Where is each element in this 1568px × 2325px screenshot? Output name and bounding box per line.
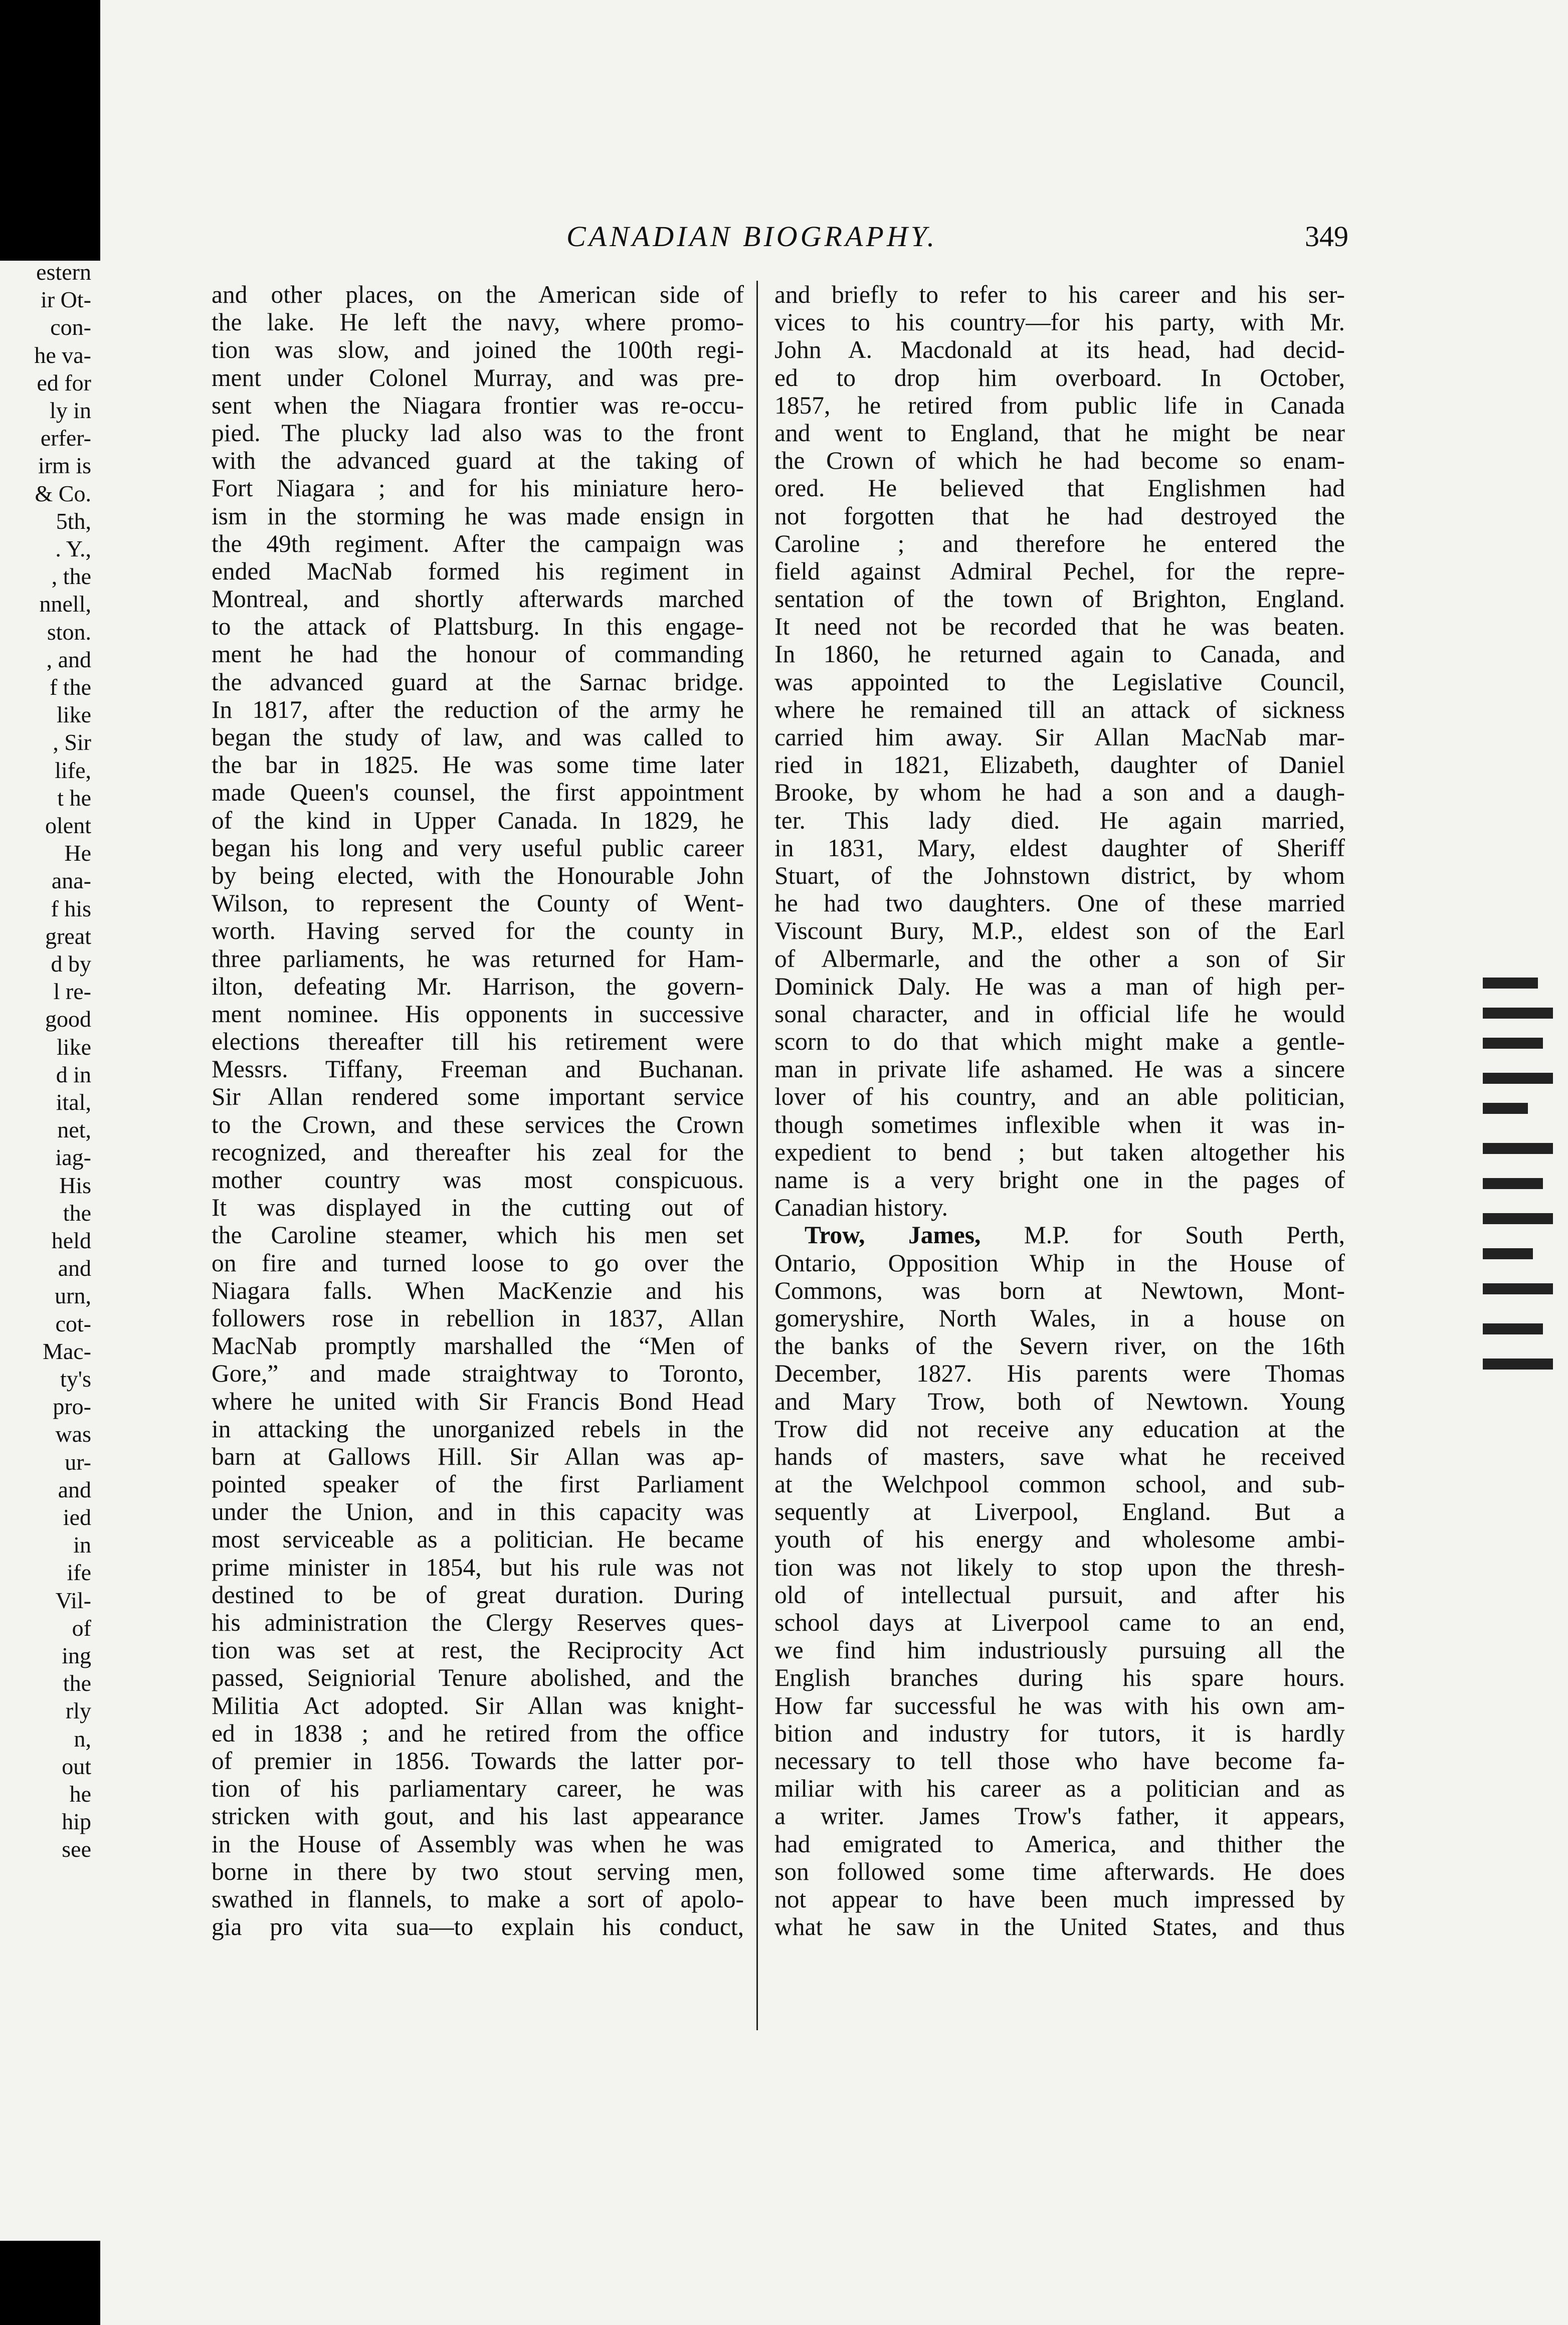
text-line: sent when the Niagara frontier was re-occu- [212, 391, 744, 419]
text-line: Wilson, to represent the County of Went- [212, 889, 744, 917]
text-line: gia pro vita sua—to explain his conduct, [212, 1913, 744, 1941]
text-line: three parliaments, he was returned for Ham- [212, 944, 744, 973]
text-line: of Albermarle, and the other a son of Sir [774, 944, 1345, 973]
text-line: Trow did not receive any education at the [774, 1415, 1345, 1443]
facing-page-fragment: and [58, 1476, 91, 1502]
facing-page-fragment: Mac- [42, 1338, 91, 1364]
left-text-column [212, 281, 744, 1941]
facing-page-fragment: f his [51, 895, 91, 921]
facing-page-fragment: 5th, [56, 508, 91, 534]
facing-page-fragment: he [69, 1781, 91, 1807]
text-line: Dominick Daly. He was a man of high per- [774, 972, 1345, 1000]
text-line: English branches during his spare hours. [774, 1664, 1345, 1692]
entry-heading-line [774, 1221, 1345, 1249]
text-line: not forgotten that he had destroyed the [774, 502, 1345, 530]
text-line: at the Welchpool common school, and sub- [774, 1470, 1345, 1498]
text-line: the 49th regiment. After the campaign was [212, 529, 744, 557]
facing-page-fragment: erfer- [40, 425, 91, 451]
facing-page-fragment: ty's [60, 1366, 91, 1392]
facing-page-fragment: he va- [34, 342, 91, 368]
text-line: Canadian history. [774, 1194, 948, 1222]
facing-page-fragment: ly in [49, 398, 91, 423]
facing-page-fragment: & Co. [35, 480, 91, 506]
facing-page-fragment: , Sir [53, 729, 91, 755]
facing-page-fragment: in [73, 1532, 91, 1558]
text-line: sentation of the town of Brighton, England. [774, 585, 1345, 613]
facing-page-fragment: nnell, [39, 591, 91, 617]
text-line: Militia Act adopted. Sir Allan was knight- [212, 1691, 744, 1719]
entry-name: Trow, James, [805, 1221, 981, 1249]
text-line: we find him industriously pursuing all the [774, 1636, 1345, 1664]
facing-page-fragment: like [57, 702, 91, 728]
facing-page-fragment: ed for [37, 369, 91, 396]
text-line: elections thereafter till his retirement were [212, 1028, 744, 1056]
facing-page-fragment: , and [46, 646, 91, 672]
facing-page-fragment: l re- [53, 979, 91, 1005]
text-line: December, 1827. His parents were Thomas [774, 1360, 1345, 1388]
text-line: John A. Macdonald at its head, had decid- [774, 336, 1345, 364]
text-line: school days at Liverpool came to an end, [774, 1609, 1345, 1636]
facing-page-fragment: ied [63, 1504, 91, 1530]
text-line: sonal character, and in official life he would [774, 1000, 1345, 1028]
facing-page-fragment: out [62, 1753, 91, 1779]
text-line: mother country was most conspicuous. [212, 1166, 744, 1194]
facing-page-fragment: hip [62, 1809, 91, 1835]
text-line: Messrs. Tiffany, Freeman and Buchanan. [212, 1055, 744, 1083]
text-line: and went to England, that he might be near [774, 419, 1345, 447]
text-line: the Caroline steamer, which his men set [212, 1221, 744, 1249]
facing-page-fragment: . Y., [55, 536, 91, 561]
text-line: the Crown of which he had become so enam- [774, 447, 1345, 475]
library-stamp [1483, 978, 1553, 1389]
text-line: tion was slow, and joined the 100th regi- [212, 336, 744, 364]
text-line: in 1831, Mary, eldest daughter of Sheriff [774, 834, 1345, 862]
text-line: ism in the storming he was made ensign in [212, 502, 744, 530]
text-line: he had two daughters. One of these married [774, 889, 1345, 917]
text-line: recognized, and thereafter his zeal for the [212, 1138, 744, 1166]
facing-page-fragment: ana- [51, 868, 91, 894]
text-line: ilton, defeating Mr. Harrison, the govern- [212, 972, 744, 1000]
text-line: of the kind in Upper Canada. In 1829, he [212, 806, 744, 834]
facing-page-fragment: the [63, 1670, 91, 1696]
facing-page-fragment: life, [55, 757, 91, 783]
right-text-column [774, 281, 1345, 1941]
text-line: the bar in 1825. He was some time later [212, 751, 744, 779]
facing-page-edge [0, 261, 100, 2241]
text-line: tion was set at rest, the Reciprocity Act [212, 1636, 744, 1664]
running-title: CANADIAN BIOGRAPHY. [566, 220, 938, 253]
text-line: ment nominee. His opponents in successive [212, 1000, 744, 1028]
text-line: ter. This lady died. He again married, [774, 806, 1345, 834]
text-line: borne in there by two stout serving men, [212, 1857, 744, 1885]
text-line: son followed some time afterwards. He does [774, 1857, 1345, 1885]
text-line: and other places, on the American side of [212, 281, 744, 308]
facing-page-fragment: olent [45, 813, 91, 838]
facing-page-fragment: urn, [55, 1283, 91, 1309]
text-line: the banks of the Severn river, on the 16th [774, 1332, 1345, 1360]
text-line: sequently at Liverpool, England. But a [774, 1498, 1345, 1526]
facing-page-fragment: ing [62, 1643, 91, 1668]
facing-page-fragment: He [64, 840, 91, 866]
text-line: carried him away. Sir Allan MacNab mar- [774, 723, 1345, 751]
facing-page-fragment: estern [36, 259, 91, 285]
facing-page-fragment: great [45, 923, 91, 949]
text-line: in attacking the unorganized rebels in the [212, 1415, 744, 1443]
text-line: ended MacNab formed his regiment in [212, 557, 744, 585]
text-line: tion was not likely to stop upon the thresh- [774, 1553, 1345, 1581]
text-line: Fort Niagara ; and for his miniature hero- [212, 474, 744, 502]
text-line: pointed speaker of the first Parliament [212, 1470, 744, 1498]
facing-page-fragment: see [62, 1836, 91, 1862]
text-line: most serviceable as a politician. He became [212, 1525, 744, 1554]
text-line: expedient to bend ; but taken altogether his [774, 1138, 1345, 1166]
facing-page-fragment: held [51, 1228, 91, 1253]
text-line: with the advanced guard at the taking of [212, 447, 744, 475]
book-page [100, 0, 1534, 2325]
text-line: swathed in flannels, to make a sort of apolo- [212, 1885, 744, 1913]
text-line: to the Crown, and these services the Crown [212, 1110, 744, 1138]
page-number: 349 [1305, 220, 1348, 253]
facing-page-fragment: f the [49, 674, 91, 700]
text-line: destined to be of great duration. During [212, 1581, 744, 1609]
text-line: Viscount Bury, M.P., eldest son of the Earl [774, 917, 1345, 945]
text-line: ed to drop him overboard. In October, [774, 363, 1345, 392]
text-line: vices to his country—for his party, with Mr. [774, 308, 1345, 336]
facing-page-fragment: d in [56, 1061, 91, 1087]
facing-page-fragment: t he [57, 785, 91, 811]
text-line: man in private life ashamed. He was a sincere [774, 1055, 1345, 1083]
text-line: pied. The plucky lad also was to the front [212, 419, 744, 447]
text-line: of premier in 1856. Towards the latter por- [212, 1747, 744, 1775]
text-line: and Mary Trow, both of Newtown. Young [774, 1387, 1345, 1415]
text-line: Ontario, Opposition Whip in the House of [774, 1249, 1345, 1277]
text-line: miliar with his career as a politician and as [774, 1775, 1345, 1803]
text-line: Sir Allan rendered some important service [212, 1083, 744, 1111]
text-line: where he remained till an attack of sickness [774, 695, 1345, 723]
text-line: tion of his parliamentary career, he was [212, 1775, 744, 1803]
facing-page-fragment: the [63, 1200, 91, 1226]
text-line: Gore,” and made straightway to Toronto, [212, 1360, 744, 1388]
text-line: How far successful he was with his own am- [774, 1691, 1345, 1719]
text-line: field against Admiral Pechel, for the repre- [774, 557, 1345, 585]
facing-page-fragment: of [72, 1615, 91, 1641]
facing-page-fragment: and [58, 1255, 91, 1281]
text-line: In 1817, after the reduction of the army he [212, 695, 744, 723]
facing-page-fragment: ston. [47, 619, 91, 645]
text-line: necessary to tell those who have become fa- [774, 1747, 1345, 1775]
facing-page-fragment: His [59, 1172, 91, 1198]
text-line: worth. Having served for the county in [212, 917, 744, 945]
text-line: 1857, he retired from public life in Canada [774, 391, 1345, 419]
facing-page-fragment: d by [51, 951, 91, 977]
text-line: and briefly to refer to his career and his ser- [774, 281, 1345, 308]
facing-page-fragment: irm is [38, 453, 91, 479]
text-line: MacNab promptly marshalled the “Men of [212, 1332, 744, 1360]
text-line: his administration the Clergy Reserves ques- [212, 1609, 744, 1636]
text-line: name is a very bright one in the pages of [774, 1166, 1345, 1194]
text-line: the lake. He left the navy, where promo- [212, 308, 744, 336]
facing-page-fragment: n, [74, 1725, 91, 1752]
facing-page-fragment: good [45, 1006, 91, 1032]
text-line: on fire and turned loose to go over the [212, 1249, 744, 1277]
entry-heading-rest: M.P. for South Perth, [981, 1221, 1345, 1249]
text-line: to the attack of Plattsburg. In this engage- [212, 613, 744, 641]
text-line: youth of his energy and wholesome ambi- [774, 1525, 1345, 1554]
facing-page-fragment: net, [57, 1117, 91, 1143]
facing-page-fragment: pro- [53, 1394, 91, 1420]
text-line: Brooke, by whom he had a son and a daugh- [774, 779, 1345, 807]
text-line: Caroline ; and therefore he entered the [774, 529, 1345, 557]
facing-page-fragment: ur- [65, 1449, 91, 1475]
text-line: old of intellectual pursuit, and after his [774, 1581, 1345, 1609]
text-line: the advanced guard at the Sarnac bridge. [212, 668, 744, 696]
text-line: ored. He believed that Englishmen had [774, 474, 1345, 502]
page-header [566, 220, 1348, 260]
scan-right-edge [1458, 0, 1568, 2325]
facing-page-fragment: ife [67, 1560, 91, 1586]
text-line: scorn to do that which might make a gentle- [774, 1028, 1345, 1056]
facing-page-fragment: was [55, 1421, 91, 1447]
text-line: a writer. James Trow's father, it appears, [774, 1802, 1345, 1830]
text-line: prime minister in 1854, but his rule was not [212, 1553, 744, 1581]
text-line: was appointed to the Legislative Council, [774, 668, 1345, 696]
text-line: where he united with Sir Francis Bond Head [212, 1387, 744, 1415]
text-line: stricken with gout, and his last appearance [212, 1802, 744, 1830]
text-line: Montreal, and shortly afterwards marched [212, 585, 744, 613]
text-line: ment under Colonel Murray, and was pre- [212, 363, 744, 392]
facing-page-fragment: rly [65, 1698, 91, 1724]
text-line: made Queen's counsel, the first appointment [212, 779, 744, 807]
text-line: ried in 1821, Elizabeth, daughter of Daniel [774, 751, 1345, 779]
text-line: what he saw in the United States, and thus [774, 1913, 1345, 1941]
facing-page-fragment: iag- [55, 1144, 91, 1171]
column-divider [756, 281, 758, 2030]
text-line: Niagara falls. When MacKenzie and his [212, 1276, 744, 1304]
text-line: ment he had the honour of commanding [212, 640, 744, 668]
text-line: gomeryshire, North Wales, in a house on [774, 1304, 1345, 1332]
text-line: began his long and very useful public career [212, 834, 744, 862]
text-line: in the House of Assembly was when he was [212, 1830, 744, 1858]
text-line: began the study of law, and was called to [212, 723, 744, 751]
text-line: Stuart, of the Johnstown district, by whom [774, 861, 1345, 889]
text-line: In 1860, he returned again to Canada, and [774, 640, 1345, 668]
text-line: not appear to have been much impressed by [774, 1885, 1345, 1913]
text-line: though sometimes inflexible when it was in- [774, 1110, 1345, 1138]
text-line: by being elected, with the Honourable John [212, 861, 744, 889]
text-line: lover of his country, and an able politician, [774, 1083, 1345, 1111]
text-line: Commons, was born at Newtown, Mont- [774, 1276, 1345, 1304]
text-line: followers rose in rebellion in 1837, Allan [212, 1304, 744, 1332]
text-line: It need not be recorded that he was beaten. [774, 613, 1345, 641]
text-line: ed in 1838 ; and he retired from the office [212, 1719, 744, 1747]
text-line: barn at Gallows Hill. Sir Allan was ap- [212, 1442, 744, 1470]
text-line: It was displayed in the cutting out of [212, 1194, 744, 1222]
facing-page-fragment: ital, [56, 1089, 91, 1115]
text-line: hands of masters, save what he received [774, 1442, 1345, 1470]
facing-page-fragment: con- [50, 314, 91, 340]
facing-page-fragment: ir Ot- [41, 287, 91, 313]
text-line: under the Union, and in this capacity was [212, 1498, 744, 1526]
text-line: passed, Seigniorial Tenure abolished, and the [212, 1664, 744, 1692]
facing-page-fragment: , the [51, 563, 91, 590]
facing-page-fragment: cot- [55, 1310, 91, 1336]
facing-page-fragment: like [57, 1034, 91, 1060]
text-line: had emigrated to America, and thither the [774, 1830, 1345, 1858]
facing-page-fragment: Vil- [55, 1587, 91, 1613]
text-line: bition and industry for tutors, it is hardly [774, 1719, 1345, 1747]
